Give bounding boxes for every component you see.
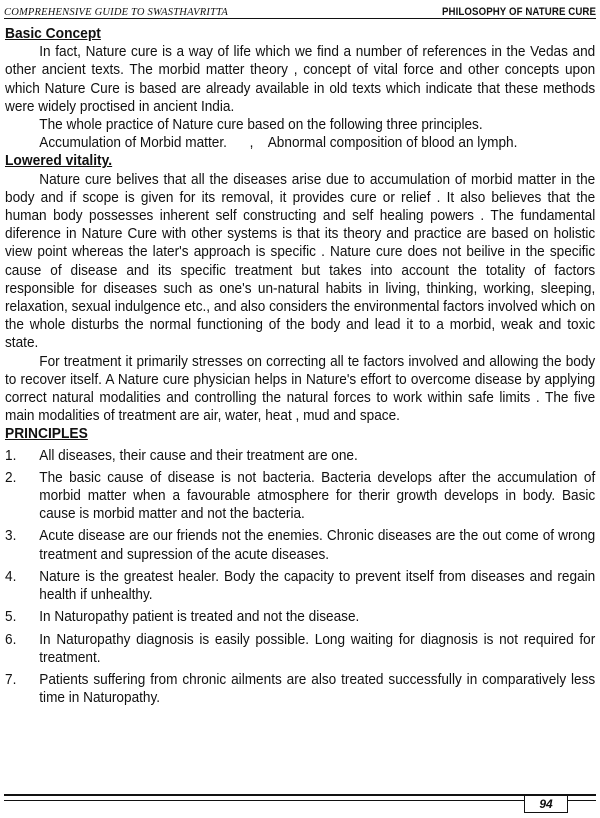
list-item-text: In Naturopathy patient is treated and not the disease.: [39, 609, 360, 626]
list-item-text: Nature is the greatest healer. Body the capacity to prevent itself from diseases and regain health if unhealthy.: [39, 568, 596, 604]
list-item-text: Acute disease are our friends not the enemies. Chronic diseases are the out come of wrong treatment and supression of the acute diseases.: [39, 528, 596, 563]
book-title: COMPREHENSIVE GUIDE TO SWASTHAVRITTA: [4, 7, 228, 18]
list-item: [5, 527, 595, 563]
heading-principles: PRINCIPLES: [5, 426, 88, 443]
page-body: [5, 25, 595, 711]
list-item: [5, 568, 595, 604]
list-item: [5, 671, 595, 707]
paragraph-treatment: For treatment it primarily stresses on correcting all te factors involved and allowing the body to recover itself. A Nature cure physician helps in Nature's effort to overcome disease by applying correct natural modalities and controlling the natural forces to work within safe limits . The five main modalities of treatment are air, water, heat , mud and space.: [5, 353, 596, 425]
heading-lowered-vitality: Lowered vitality.: [5, 153, 113, 170]
footer-rule-thin: [4, 800, 596, 801]
list-item-number: 2.: [5, 469, 17, 486]
paragraph-nature-cure-belief: Nature cure belives that all the diseases arise due to accumulation of morbid matter in the body and if scope is given for its removal, it provides cure or relief . It also believes that the human body possesses inherent self constructing and self healing powers . The fundamental diference in Nature Cure with other systems is that its theory and practice are based on holistic view point whereas the later's approach is specific . Nature cure does not beilive in the specific cause of disease and its specific treatment but takes into account the totality of factors responsible for diseases such as one's un-natural habits in living, thinking, working, sleeping, relaxation, sexual indulgence etc., and also considers the environmental factors involved which on the whole disturbs the normal functioning of the body and lead it to a morbid, weak and toxic state.: [5, 171, 596, 352]
list-item: [5, 469, 595, 524]
paragraph-three-principles: The whole practice of Nature cure based on the following three principles.: [39, 117, 483, 134]
list-item-text: All diseases, their cause and their treatment are one.: [39, 447, 358, 464]
list-item-number: 7.: [5, 671, 17, 688]
principles-list: [5, 447, 595, 708]
list-item-text: Patients suffering from chronic ailments are also treated successfully in comparatively less time in Naturopathy.: [39, 671, 596, 707]
list-item-number: 4.: [5, 568, 17, 585]
list-item-number: 5.: [5, 609, 17, 626]
list-item-text: In Naturopathy diagnosis is easily possible. Long waiting for diagnosis is not required for treatment.: [39, 631, 596, 666]
running-header: [4, 2, 596, 18]
footer-rule-thick: [4, 794, 596, 796]
list-item: [5, 608, 595, 626]
list-item-number: 1.: [5, 447, 17, 464]
list-item: [5, 447, 595, 465]
header-rule: [4, 18, 596, 19]
chapter-title: PHILOSOPHY OF NATURE CURE: [441, 6, 596, 18]
list-item-text: The basic cause of disease is not bacteria. Bacteria develops after the accumulation of morbid matter when a favourable atmosphere for therir growth develops in body. Basic cause is morbid matter and not the bacteria.: [39, 469, 596, 523]
paragraph-basic-concept: In fact, Nature cure is a way of life which we find a number of references in the Vedas and other ancient texts. The morbid matter theory , concept of vital force and other concepts upon which Nature Cure is based are already available in old texts which indicate that these methods were widely proctised in ancient India.: [5, 44, 596, 115]
list-item-number: 6.: [5, 631, 17, 648]
page-number: 94: [524, 795, 568, 813]
list-item: [5, 631, 595, 667]
heading-basic-concept: Basic Concept: [5, 26, 101, 42]
paragraph-accumulation: Accumulation of Morbid matter. , Abnormal composition of blood an lymph.: [39, 135, 518, 152]
list-item-number: 3.: [5, 528, 17, 545]
